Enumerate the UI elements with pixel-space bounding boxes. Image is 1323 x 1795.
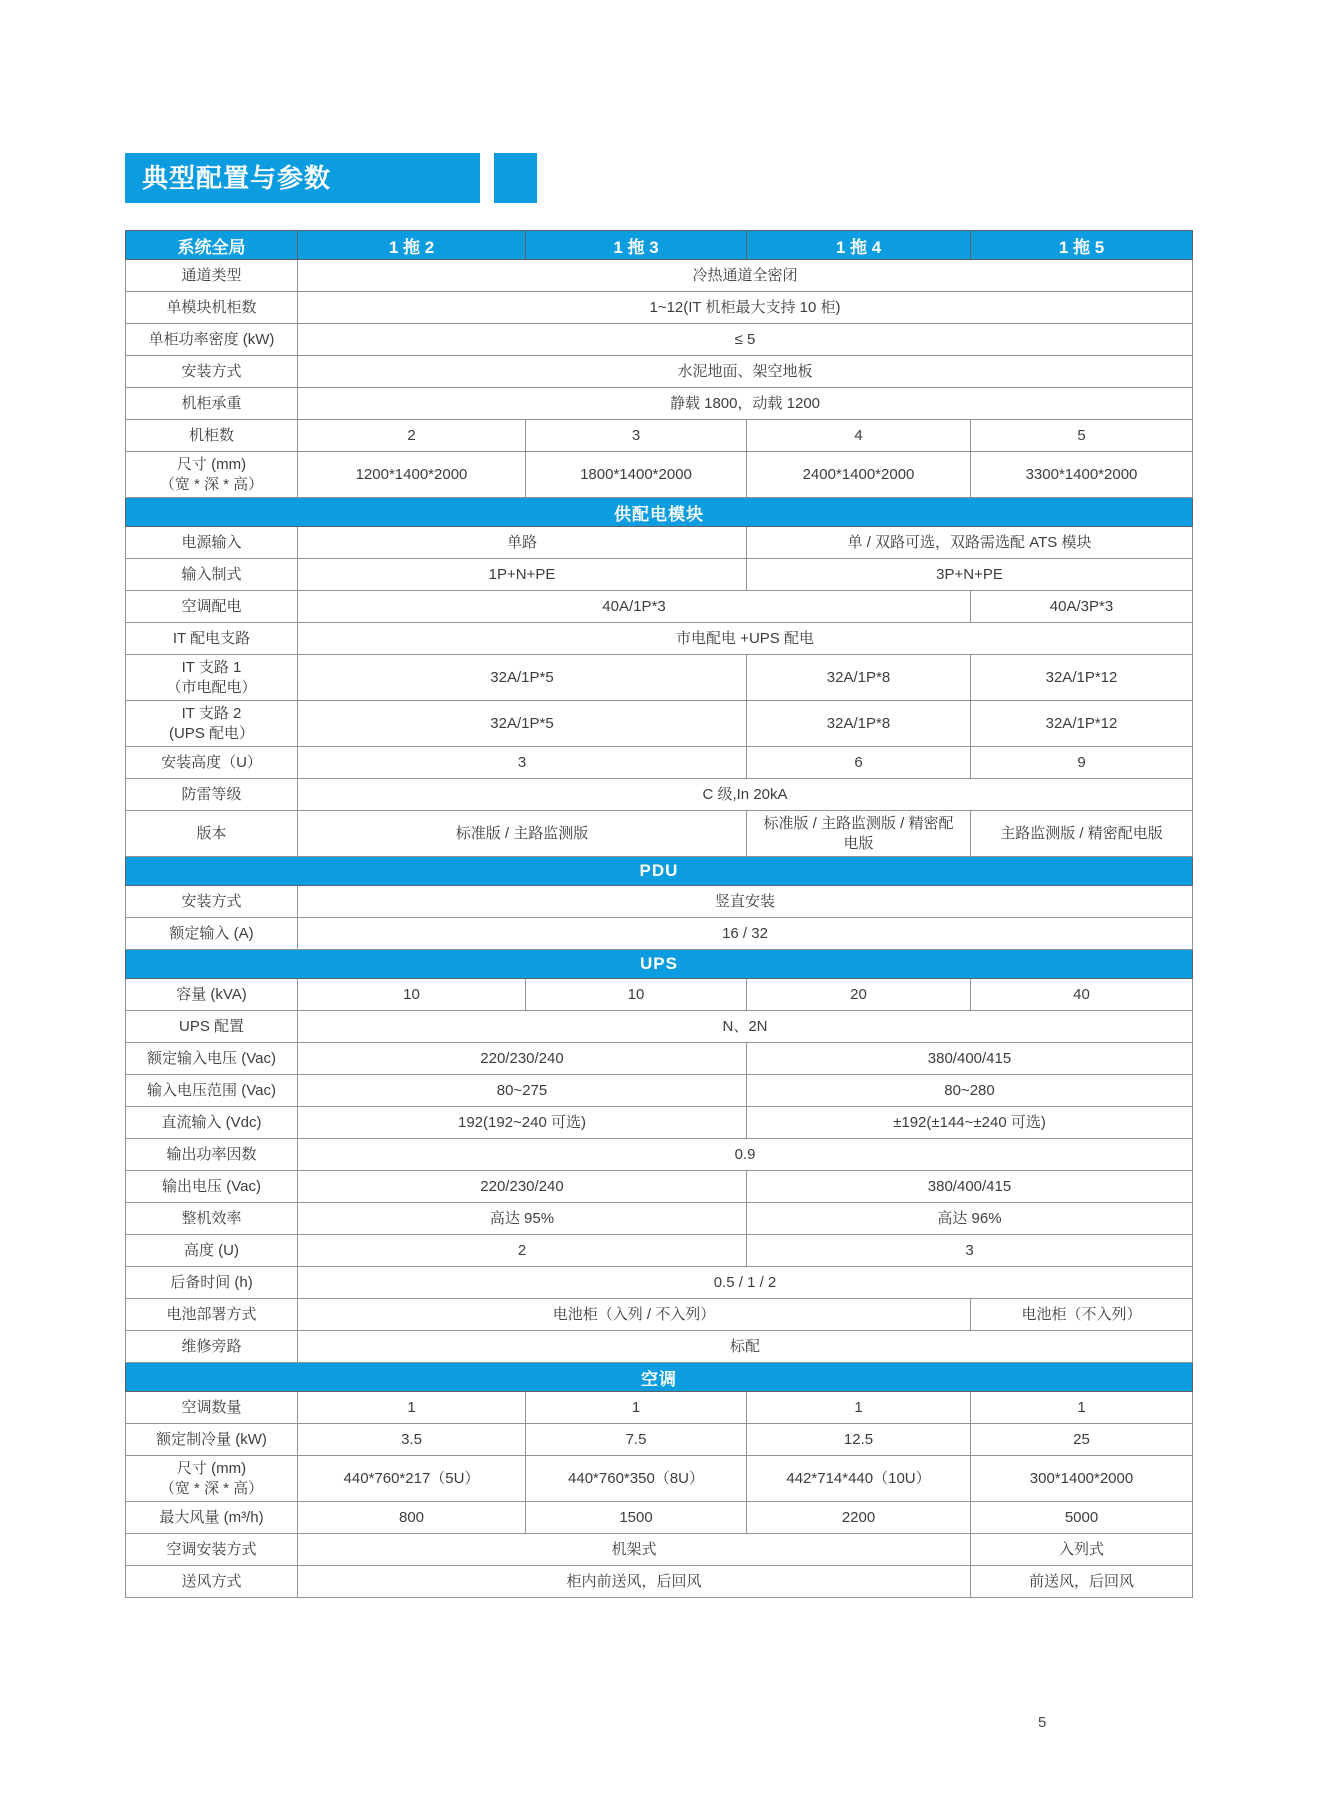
spec-row	[126, 591, 1193, 623]
section-banner-row	[126, 950, 1193, 979]
spec-value: 380/400/415	[747, 1171, 1193, 1203]
spec-value: 2400*1400*2000	[747, 452, 971, 498]
spec-row	[126, 1502, 1193, 1534]
section-banner: UPS	[126, 950, 1193, 979]
spec-value: 电池柜（不入列）	[971, 1299, 1193, 1331]
spec-value: 1P+N+PE	[298, 559, 747, 591]
spec-table	[125, 230, 1193, 1598]
spec-value: 标准版 / 主路监测版	[298, 811, 747, 857]
row-label: 防雷等级	[126, 779, 298, 811]
spec-value: 0.9	[298, 1139, 1193, 1171]
spec-value: 2200	[747, 1502, 971, 1534]
row-label: 版本	[126, 811, 298, 857]
spec-row	[126, 1203, 1193, 1235]
section-banner-row	[126, 1363, 1193, 1392]
spec-value: 1	[971, 1392, 1193, 1424]
row-label: 整机效率	[126, 1203, 298, 1235]
row-label-line1: 尺寸 (mm)	[176, 456, 247, 473]
table-header-row	[126, 231, 1193, 260]
spec-row	[126, 1171, 1193, 1203]
spec-row	[126, 1566, 1193, 1598]
spec-table-container	[125, 230, 1192, 1598]
spec-value: 220/230/240	[298, 1043, 747, 1075]
row-label	[126, 1456, 298, 1502]
spec-row	[126, 1107, 1193, 1139]
page-number: 5	[1038, 1714, 1047, 1731]
spec-value: 32A/1P*12	[971, 701, 1193, 747]
row-label: 安装方式	[126, 886, 298, 918]
spec-value: 80~275	[298, 1075, 747, 1107]
spec-value: 标配	[298, 1331, 1193, 1363]
spec-row	[126, 1424, 1193, 1456]
row-label	[126, 655, 298, 701]
row-label: 输入电压范围 (Vac)	[126, 1075, 298, 1107]
spec-value: 3	[526, 420, 747, 452]
spec-value: 3	[298, 747, 747, 779]
row-label: 额定制冷量 (kW)	[126, 1424, 298, 1456]
row-label: 输出功率因数	[126, 1139, 298, 1171]
header-col-1to3: 1 拖 3	[526, 231, 747, 260]
row-label: 容量 (kVA)	[126, 979, 298, 1011]
spec-value: 电池柜（入列 / 不入列）	[298, 1299, 971, 1331]
section-banner: 空调	[126, 1363, 1193, 1392]
row-label: IT 配电支路	[126, 623, 298, 655]
spec-value: 高达 95%	[298, 1203, 747, 1235]
row-label: 送风方式	[126, 1566, 298, 1598]
row-label: 直流输入 (Vdc)	[126, 1107, 298, 1139]
row-label: 高度 (U)	[126, 1235, 298, 1267]
spec-row	[126, 260, 1193, 292]
spec-row	[126, 1299, 1193, 1331]
row-label: 单柜功率密度 (kW)	[126, 324, 298, 356]
spec-row	[126, 420, 1193, 452]
spec-value: 9	[971, 747, 1193, 779]
spec-value: 静载 1800，动载 1200	[298, 388, 1193, 420]
spec-value: 1800*1400*2000	[526, 452, 747, 498]
section-banner-row	[126, 857, 1193, 886]
spec-value: 40A/3P*3	[971, 591, 1193, 623]
row-label: 最大风量 (m³/h)	[126, 1502, 298, 1534]
spec-value: 3.5	[298, 1424, 526, 1456]
spec-row	[126, 527, 1193, 559]
spec-value: 10	[526, 979, 747, 1011]
spec-value: 80~280	[747, 1075, 1193, 1107]
spec-value: 440*760*350（8U）	[526, 1456, 747, 1502]
spec-row	[126, 452, 1193, 498]
spec-value: 标准版 / 主路监测版 / 精密配电版	[747, 811, 971, 857]
spec-value: 主路监测版 / 精密配电版	[971, 811, 1193, 857]
spec-row	[126, 1267, 1193, 1299]
spec-value: 32A/1P*5	[298, 701, 747, 747]
spec-row	[126, 1043, 1193, 1075]
spec-value: 2	[298, 1235, 747, 1267]
spec-row	[126, 388, 1193, 420]
spec-value: 市电配电 +UPS 配电	[298, 623, 1193, 655]
row-label-line2: （市电配电）	[166, 678, 257, 696]
spec-row	[126, 1534, 1193, 1566]
spec-value: 机架式	[298, 1534, 971, 1566]
spec-value: 1	[526, 1392, 747, 1424]
spec-value: 3	[747, 1235, 1193, 1267]
spec-value: 16 / 32	[298, 918, 1193, 950]
spec-value: 10	[298, 979, 526, 1011]
spec-value: 3300*1400*2000	[971, 452, 1193, 498]
spec-value: C 级,In 20kA	[298, 779, 1193, 811]
spec-row	[126, 779, 1193, 811]
section-banner-row	[126, 498, 1193, 527]
spec-value: 40A/1P*3	[298, 591, 971, 623]
row-label-line2: (UPS 配电）	[168, 724, 254, 742]
spec-row	[126, 1392, 1193, 1424]
spec-row	[126, 356, 1193, 388]
spec-row	[126, 701, 1193, 747]
row-label: 通道类型	[126, 260, 298, 292]
row-label: 维修旁路	[126, 1331, 298, 1363]
spec-row	[126, 1456, 1193, 1502]
spec-value: ±192(±144~±240 可选)	[747, 1107, 1193, 1139]
spec-value: 2	[298, 420, 526, 452]
section-banner: 供配电模块	[126, 498, 1193, 527]
spec-row	[126, 886, 1193, 918]
spec-value: 300*1400*2000	[971, 1456, 1193, 1502]
row-label: 额定输入电压 (Vac)	[126, 1043, 298, 1075]
row-label: 空调配电	[126, 591, 298, 623]
row-label: 机柜数	[126, 420, 298, 452]
spec-value: 40	[971, 979, 1193, 1011]
row-label: UPS 配置	[126, 1011, 298, 1043]
spec-row	[126, 559, 1193, 591]
spec-value: 442*714*440（10U）	[747, 1456, 971, 1502]
spec-value: 5000	[971, 1502, 1193, 1534]
row-label: 安装方式	[126, 356, 298, 388]
header-col-1to5: 1 拖 5	[971, 231, 1193, 260]
row-label-line2: （宽 * 深 * 高）	[159, 475, 264, 493]
spec-value: 25	[971, 1424, 1193, 1456]
spec-value: 高达 96%	[747, 1203, 1193, 1235]
spec-value: 32A/1P*12	[971, 655, 1193, 701]
spec-value: 单 / 双路可选，双路需选配 ATS 模块	[747, 527, 1193, 559]
spec-value: 入列式	[971, 1534, 1193, 1566]
header-col-1to4: 1 拖 4	[747, 231, 971, 260]
spec-value: 32A/1P*5	[298, 655, 747, 701]
spec-value: 3P+N+PE	[747, 559, 1193, 591]
spec-row	[126, 1139, 1193, 1171]
spec-row	[126, 918, 1193, 950]
row-label	[126, 452, 298, 498]
spec-value: 32A/1P*8	[747, 701, 971, 747]
spec-value: 20	[747, 979, 971, 1011]
row-label-line1: IT 支路 1	[181, 659, 242, 676]
spec-table-body	[126, 260, 1193, 1598]
header-system-global: 系统全局	[126, 231, 298, 260]
row-label: 安装高度（U）	[126, 747, 298, 779]
row-label: 输出电压 (Vac)	[126, 1171, 298, 1203]
row-label: 空调安装方式	[126, 1534, 298, 1566]
spec-value: 1	[298, 1392, 526, 1424]
spec-value: 1	[747, 1392, 971, 1424]
spec-value: 6	[747, 747, 971, 779]
spec-value: 1200*1400*2000	[298, 452, 526, 498]
spec-value: 440*760*217（5U）	[298, 1456, 526, 1502]
spec-value: 4	[747, 420, 971, 452]
spec-row	[126, 1075, 1193, 1107]
spec-value: 冷热通道全密闭	[298, 260, 1193, 292]
spec-row	[126, 1011, 1193, 1043]
spec-row	[126, 1235, 1193, 1267]
row-label-line1: 尺寸 (mm)	[176, 1460, 247, 1477]
row-label: 机柜承重	[126, 388, 298, 420]
spec-value: 12.5	[747, 1424, 971, 1456]
section-banner: PDU	[126, 857, 1193, 886]
row-label-line1: IT 支路 2	[181, 705, 242, 722]
spec-value: 380/400/415	[747, 1043, 1193, 1075]
row-label: 空调数量	[126, 1392, 298, 1424]
row-label: 额定输入 (A)	[126, 918, 298, 950]
row-label-line2: （宽 * 深 * 高）	[159, 1479, 264, 1497]
spec-value: 192(192~240 可选)	[298, 1107, 747, 1139]
spec-row	[126, 623, 1193, 655]
spec-row	[126, 655, 1193, 701]
spec-value: 32A/1P*8	[747, 655, 971, 701]
title-accent-square	[494, 153, 537, 203]
row-label: 电池部署方式	[126, 1299, 298, 1331]
spec-row	[126, 1331, 1193, 1363]
spec-value: 柜内前送风，后回风	[298, 1566, 971, 1598]
spec-row	[126, 811, 1193, 857]
row-label: 单模块机柜数	[126, 292, 298, 324]
header-col-1to2: 1 拖 2	[298, 231, 526, 260]
spec-value: 800	[298, 1502, 526, 1534]
spec-value: 1500	[526, 1502, 747, 1534]
spec-value: 7.5	[526, 1424, 747, 1456]
spec-value: ≤ 5	[298, 324, 1193, 356]
spec-value: N、2N	[298, 1011, 1193, 1043]
spec-value: 1~12(IT 机柜最大支持 10 柜)	[298, 292, 1193, 324]
row-label	[126, 701, 298, 747]
spec-value: 竖直安装	[298, 886, 1193, 918]
spec-value: 220/230/240	[298, 1171, 747, 1203]
page-title: 典型配置与参数	[125, 153, 480, 203]
spec-value: 单路	[298, 527, 747, 559]
spec-value: 前送风，后回风	[971, 1566, 1193, 1598]
spec-value: 水泥地面、架空地板	[298, 356, 1193, 388]
spec-row	[126, 747, 1193, 779]
row-label: 后备时间 (h)	[126, 1267, 298, 1299]
spec-row	[126, 324, 1193, 356]
spec-value: 0.5 / 1 / 2	[298, 1267, 1193, 1299]
row-label: 输入制式	[126, 559, 298, 591]
row-label: 电源输入	[126, 527, 298, 559]
spec-row	[126, 292, 1193, 324]
spec-value: 5	[971, 420, 1193, 452]
spec-row	[126, 979, 1193, 1011]
